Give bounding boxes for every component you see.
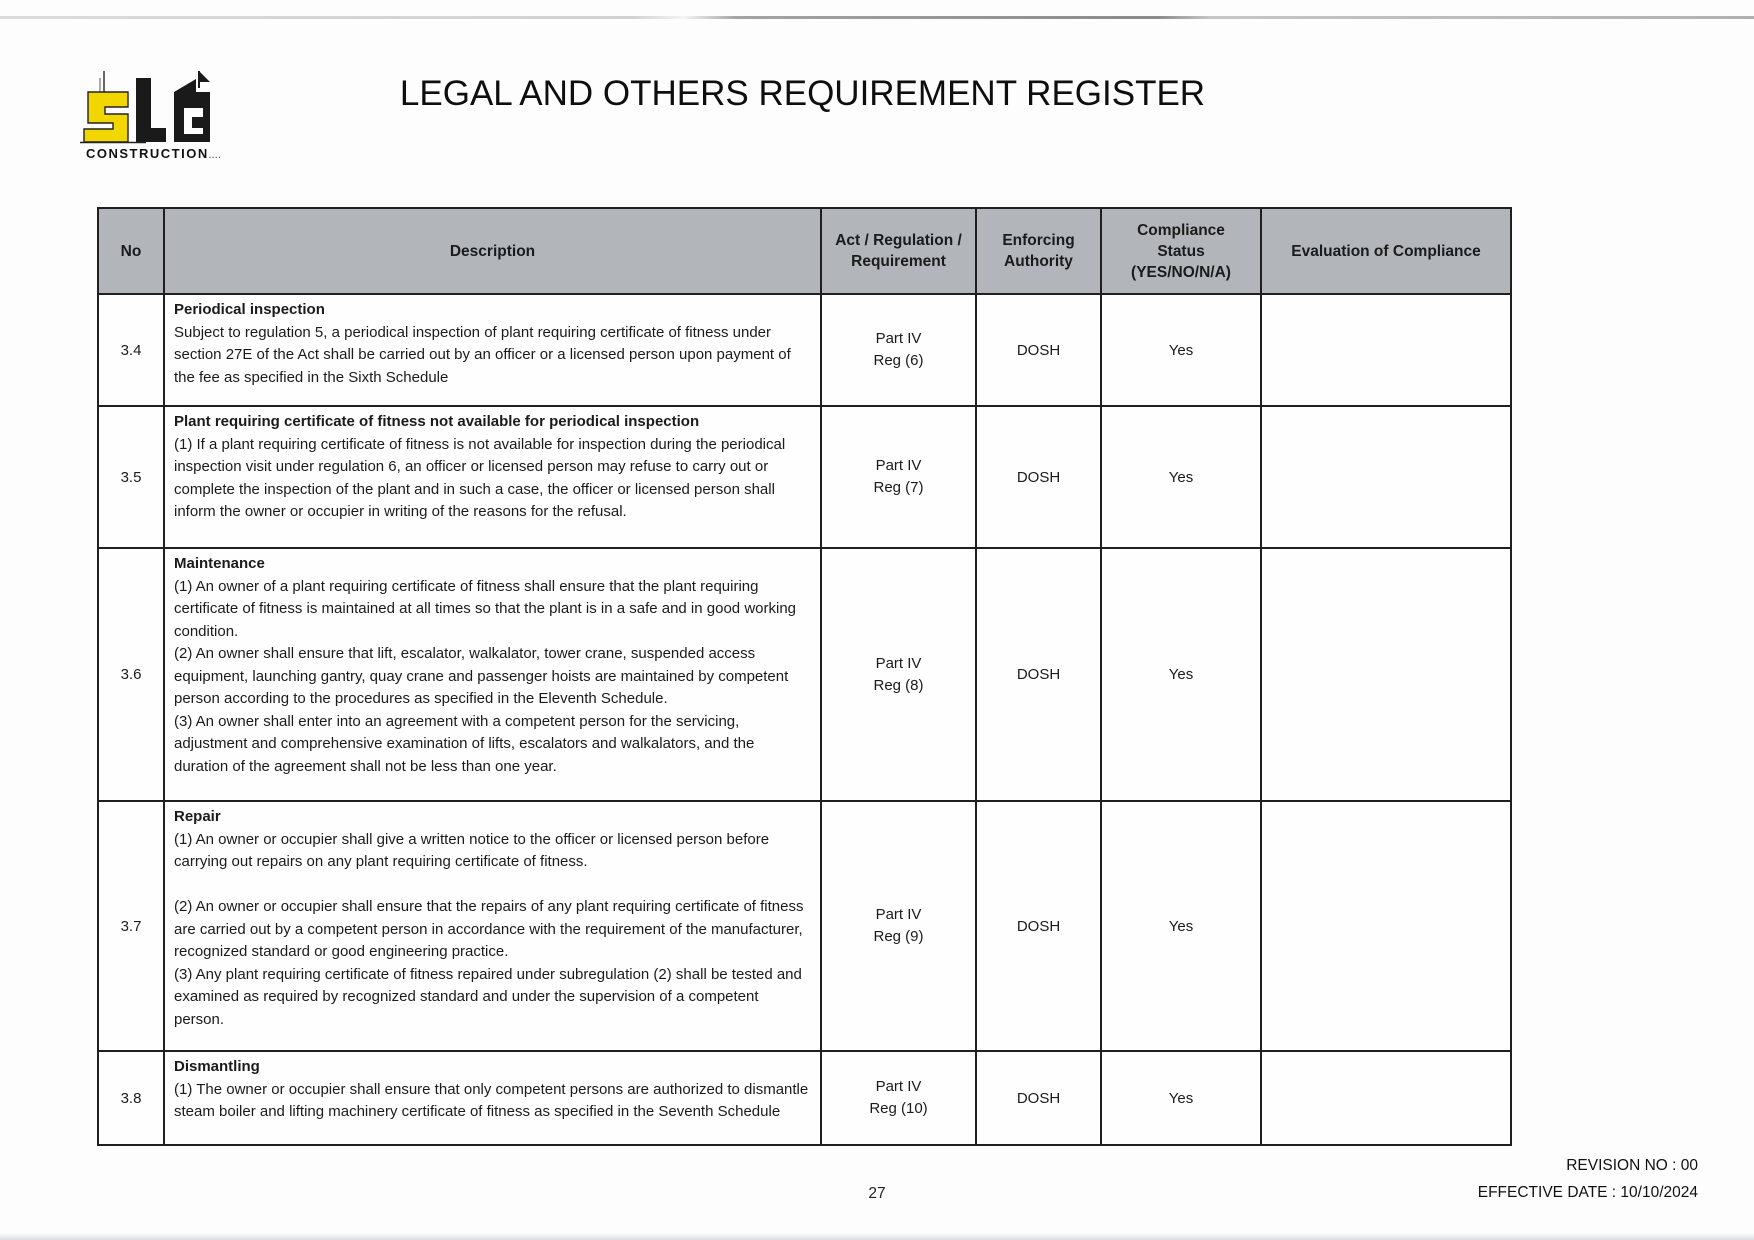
row-description <box>165 295 822 405</box>
column-header-enforcing-authority: Enforcing Authority <box>977 209 1102 293</box>
description-paragraph: (1) The owner or occupier shall ensure that only competent persons are authorized to dismantle steam boiler and lifting machinery certificate of fitness as specified in the Seventh Schedule <box>174 1080 809 1120</box>
page-number: 27 <box>868 1185 886 1202</box>
act-regulation: Reg (6) <box>873 352 924 369</box>
act-regulation: Reg (9) <box>873 928 924 945</box>
description-paragraph: (1) An owner of a plant requiring certificate of fitness shall ensure that the plant requiring certificate of fitness is maintained at all times so that the plant is in a safe and in good working condition. <box>174 577 797 640</box>
page-title: LEGAL AND OTHERS REQUIREMENT REGISTER <box>399 74 1206 113</box>
row-evaluation <box>1262 802 1510 1050</box>
row-evaluation <box>1262 549 1510 800</box>
table-row <box>99 1052 1510 1144</box>
description-paragraph: (3) An owner shall enter into an agreement with a competent person for the servicing, adjustment and comprehensive examination of lifts, escalators and walkalators, and the duration of the agreement shall not be less than one year. <box>174 712 755 775</box>
row-act-regulation <box>822 1052 977 1144</box>
effective-date: EFFECTIVE DATE : 10/10/2024 <box>1477 1184 1698 1201</box>
row-description <box>165 1052 822 1144</box>
description-title: Dismantling <box>174 1058 260 1075</box>
table-row <box>99 295 1510 407</box>
column-header-description: Description <box>165 209 822 293</box>
row-act-regulation <box>822 295 977 405</box>
row-description <box>165 407 822 547</box>
revision-no: REVISION NO : 00 <box>1566 1157 1698 1174</box>
table-header-row <box>99 209 1510 295</box>
table-row <box>99 802 1510 1052</box>
row-number: 3.6 <box>99 549 165 800</box>
row-act-regulation <box>822 802 977 1050</box>
act-part: Part IV <box>875 457 922 474</box>
act-part: Part IV <box>875 330 922 347</box>
description-paragraph: (3) Any plant requiring certificate of fitness repaired under subregulation (2) shall be tested and examined as required by recognized standard and under the supervision of a competent person. <box>174 965 802 1028</box>
scan-artifact-bottom <box>0 1233 1754 1240</box>
description-paragraph: (1) If a plant requiring certificate of fitness is not available for inspection during the periodical inspection visit under regulation 6, an officer or licensed person may refuse to carry out or complete the inspection of the plant and in such a case, the officer or licensed person shall inform the owner or occupier in writing of the reasons for the refusal. <box>174 435 786 520</box>
row-enforcing-authority: DOSH <box>977 295 1102 405</box>
row-enforcing-authority: DOSH <box>977 549 1102 800</box>
row-evaluation <box>1262 1052 1510 1144</box>
logo-caption-dots: .... <box>208 151 222 160</box>
row-compliance-status: Yes <box>1102 549 1262 800</box>
act-regulation: Reg (7) <box>873 479 924 496</box>
column-header-no: No <box>99 209 165 293</box>
requirements-table <box>97 207 1512 1146</box>
description-paragraph <box>174 874 811 897</box>
revision-block <box>1478 1152 1698 1206</box>
table-body <box>99 295 1510 1144</box>
column-header-act-regulation: Act / Regulation / Requirement <box>822 209 977 293</box>
scan-artifact-top <box>0 16 1754 19</box>
description-paragraph: (2) An owner or occupier shall ensure that the repairs of any plant requiring certificate of fitness are carried out by a competent person in accordance with the requirement of the manufacturer, recognized standard or good engineering practice. <box>174 898 804 960</box>
logo-caption-text: CONSTRUCTION <box>86 146 209 161</box>
row-number: 3.5 <box>99 407 165 547</box>
description-paragraph: (1) An owner or occupier shall give a written notice to the officer or licensed person before carrying out repairs on any plant requiring certificate of fitness. <box>174 830 770 870</box>
row-compliance-status: Yes <box>1102 407 1262 547</box>
row-evaluation <box>1262 407 1510 547</box>
row-act-regulation <box>822 407 977 547</box>
row-compliance-status: Yes <box>1102 802 1262 1050</box>
row-act-regulation <box>822 549 977 800</box>
column-header-evaluation: Evaluation of Compliance <box>1291 242 1481 260</box>
table-row <box>99 407 1510 549</box>
description-title: Plant requiring certificate of fitness not available for periodical inspection <box>174 413 700 430</box>
description-paragraph: (2) An owner shall ensure that lift, escalator, walkalator, tower crane, suspended access equipment, launching gantry, quay crane and passenger hoists are maintained by competent person according to the procedures as specified in the Eleventh Schedule. <box>174 645 789 707</box>
description-title: Repair <box>174 808 221 825</box>
act-part: Part IV <box>875 1078 922 1095</box>
row-number: 3.4 <box>99 295 165 405</box>
row-number: 3.8 <box>99 1052 165 1144</box>
row-enforcing-authority: DOSH <box>977 802 1102 1050</box>
row-description <box>165 549 822 800</box>
act-regulation: Reg (10) <box>869 1100 928 1117</box>
row-enforcing-authority: DOSH <box>977 1052 1102 1144</box>
row-evaluation <box>1262 295 1510 405</box>
description-title: Periodical inspection <box>174 301 325 318</box>
row-number: 3.7 <box>99 802 165 1050</box>
row-enforcing-authority: DOSH <box>977 407 1102 547</box>
row-compliance-status: Yes <box>1102 1052 1262 1144</box>
act-part: Part IV <box>875 654 922 672</box>
act-part: Part IV <box>875 906 922 923</box>
column-header-compliance-status: Compliance Status (YES/NO/N/A) <box>1102 209 1262 293</box>
row-compliance-status: Yes <box>1102 295 1262 405</box>
act-regulation: Reg (8) <box>873 676 924 694</box>
table-row <box>99 549 1510 802</box>
logo-caption <box>86 146 271 161</box>
description-paragraph: Subject to regulation 5, a periodical inspection of plant requiring certificate of fitness under section 27E of the Act shall be carried out by an officer or a licensed person upon payment of the fee as specified in the Sixth Schedule <box>174 323 791 386</box>
row-description <box>165 802 822 1050</box>
description-title: Maintenance <box>174 555 265 572</box>
